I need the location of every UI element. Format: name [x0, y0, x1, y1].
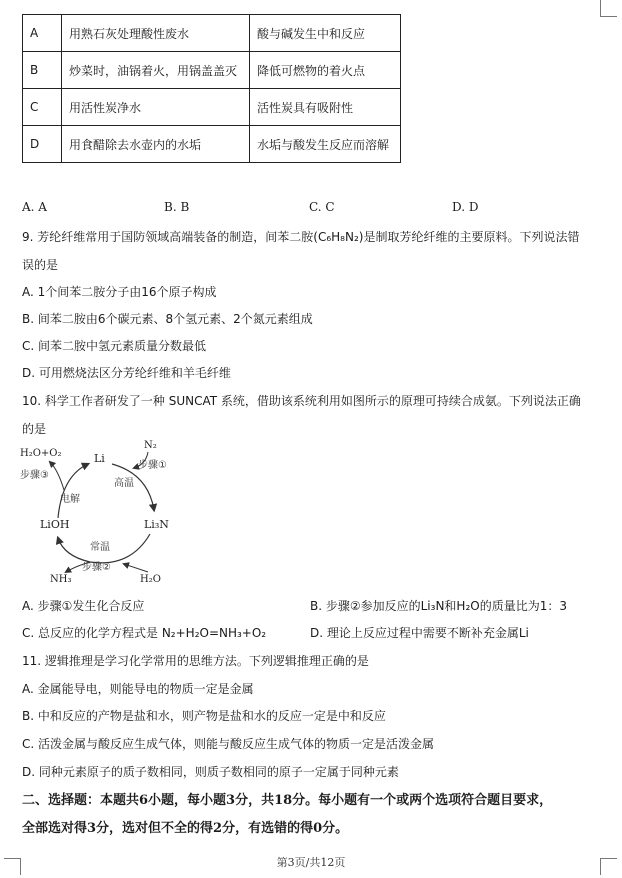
label-h2o-o2: H₂O+O₂ — [20, 448, 62, 459]
q10-option-d[interactable]: D. 理论上反应过程中需要不断补充金属Li — [310, 626, 529, 640]
q10-option-b[interactable]: B. 步骤②参加反应的Li₃N和H₂O的质量比为1：3 — [310, 599, 567, 613]
row-label: A — [23, 15, 62, 52]
q11-option-d[interactable]: D. 同种元素原子的质子数相同，则质子数相同的原子一定属于同种元素 — [22, 765, 399, 779]
label-n2: N₂ — [144, 440, 157, 451]
arrow-h2o-input — [124, 564, 148, 572]
principle-cell: 活性炭具有吸附性 — [250, 89, 401, 126]
q9-stem-line2: 误的是 — [22, 258, 59, 272]
label-li: Li — [94, 452, 105, 465]
q9-option-a[interactable]: A. 1个间苯二胺分子由16个原子构成 — [22, 285, 217, 299]
row-label: D — [23, 126, 62, 163]
crop-mark-top-right — [600, 0, 617, 17]
q9-option-d[interactable]: D. 可用燃烧法区分芳纶纤维和羊毛纤维 — [22, 366, 231, 380]
q8-choice-a[interactable]: A. A — [22, 200, 47, 214]
label-high-temp: 高温 — [114, 478, 134, 489]
label-h2o: H₂O — [140, 574, 161, 585]
q10-stem-line1: 10. 科学工作者研发了一种 SUNCAT 系统，借助该系统利用如图所示的原理可持续合成氨。下列说法正确 — [22, 394, 581, 408]
practice-cell: 炒菜时，油锅着火，用锅盖盖灭 — [62, 52, 250, 89]
arc-lioh-to-li — [58, 464, 88, 518]
label-step2: 步骤② — [82, 562, 111, 573]
practice-cell: 用活性炭净水 — [62, 89, 250, 126]
ammonia-cycle-diagram — [20, 438, 170, 588]
table-row — [23, 15, 401, 52]
label-step1: 步骤① — [138, 460, 167, 471]
q8-choice-d[interactable]: D. D — [452, 200, 479, 214]
practice-cell: 用食醋除去水壶内的水垢 — [62, 126, 250, 163]
section2-heading-line2: 全部选对得3分，选对但不全的得2分，有选错的得0分。 — [22, 821, 349, 836]
q11-option-b[interactable]: B. 中和反应的产物是盐和水，则产物是盐和水的反应一定是中和反应 — [22, 709, 386, 723]
label-step3: 步骤③ — [20, 470, 49, 481]
q10-option-c[interactable]: C. 总反应的化学方程式是 N₂+H₂O=NH₃+O₂ — [22, 626, 267, 640]
q10-option-a[interactable]: A. 步骤①发生化合反应 — [22, 599, 145, 613]
principle-cell: 水垢与酸发生反应而溶解 — [250, 126, 401, 163]
q9-option-c[interactable]: C. 间苯二胺中氢元素质量分数最低 — [22, 339, 207, 353]
principle-cell: 酸与碱发生中和反应 — [250, 15, 401, 52]
q9-stem-line1: 9. 芳纶纤维常用于国防领域高端装备的制造，间苯二胺(C₆H₈N₂)是制取芳纶纤维的主要原料。下列说法错 — [22, 230, 580, 244]
row-label: B — [23, 52, 62, 89]
row-label: C — [23, 89, 62, 126]
label-li3n: Li₃N — [144, 518, 169, 531]
q8-choice-c[interactable]: C. C — [309, 200, 335, 214]
practice-cell: 用熟石灰处理酸性废水 — [62, 15, 250, 52]
q11-option-c[interactable]: C. 活泼金属与酸反应生成气体，则能与酸反应生成气体的物质一定是活泼金属 — [22, 737, 435, 751]
q8-choice-b[interactable]: B. B — [164, 200, 190, 214]
q11-option-a[interactable]: A. 金属能导电，则能导电的物质一定是金属 — [22, 682, 254, 696]
q10-stem-line2: 的是 — [22, 422, 47, 436]
section2-heading-line1: 二、选择题：本题共6小题，每小题3分，共18分。每小题有一个或两个选项符合题目要求， — [22, 793, 553, 808]
table-row — [23, 89, 401, 126]
q11-stem: 11. 逻辑推理是学习化学常用的思维方法。下列逻辑推理正确的是 — [22, 654, 369, 668]
table-row — [23, 52, 401, 89]
label-electrolysis: 电解 — [60, 494, 80, 505]
table-row — [23, 126, 401, 163]
page-footer: 第3页/共12页 — [276, 856, 346, 869]
label-lioh: LiOH — [40, 518, 70, 531]
principle-cell: 降低可燃物的着火点 — [250, 52, 401, 89]
options-table — [22, 14, 401, 163]
q9-option-b[interactable]: B. 间苯二胺由6个碳元素、8个氢元素、2个氮元素组成 — [22, 312, 313, 326]
label-room-temp: 常温 — [90, 542, 110, 553]
label-nh3: NH₃ — [50, 574, 72, 585]
arrow-h2o-o2-output — [50, 462, 64, 490]
